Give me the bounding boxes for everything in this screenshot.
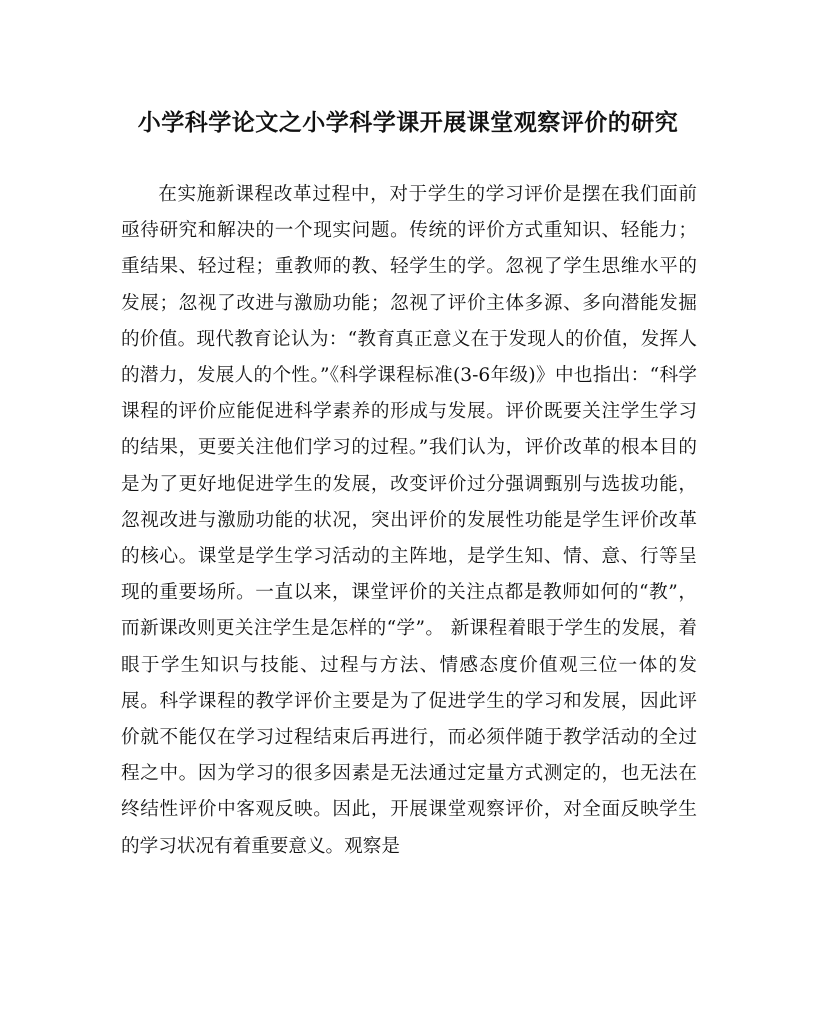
body-paragraph: 在实施新课程改革过程中，对于学生的学习评价是摆在我们面前亟待研究和解决的一个现实问题。传统的评价方式重知识、轻能力；重结果、轻过程；重教师的教、轻学生的学。忽视了学生思维水平的发展；忽视了改进与激励功能；忽视了评价主体多源、多向潜能发掘的价值。现代教育论认为：“教育真正意义在于发现人的价值，发挥人的潜力，发展人的个性。”《科学课程标准(3-6年级)》中也指出：“科学课程的评价应能促进科学素养的形成与发展。评价既要关注学生学习的结果，更要关注他们学习的过程。”我们认为，评价改革的根本目的是为了更好地促进学生的发展，改变评价过分强调甄别与选拔功能，忽视改进与激励功能的状况，突出评价的发展性功能是学生评价改革的核心。课堂是学生学习活动的主阵地，是学生知、情、意、行等呈现的重要场所。一直以来，课堂评价的关注点都是教师如何的“教”，而新课改则更关注学生是怎样的“学”。 新课程着眼于学生的发展，着眼于学生知识与技能、过程与方法、情感态度价值观三位一体的发展。科学课程的教学评价主要是为了促进学生的学习和发展，因此评价就不能仅在学习过程结束后再进行，而必须伴随于教学活动的全过程之中。因为学习的很多因素是无法通过定量方式测定的，也无法在终结性评价中客观反映。因此，开展课堂观察评价，对全面反映学生的学习状况有着重要意义。观察是 [121, 184, 697, 857]
document-title: 小学科学论文之小学科学课开展课堂观察评价的研究 [137, 109, 679, 136]
